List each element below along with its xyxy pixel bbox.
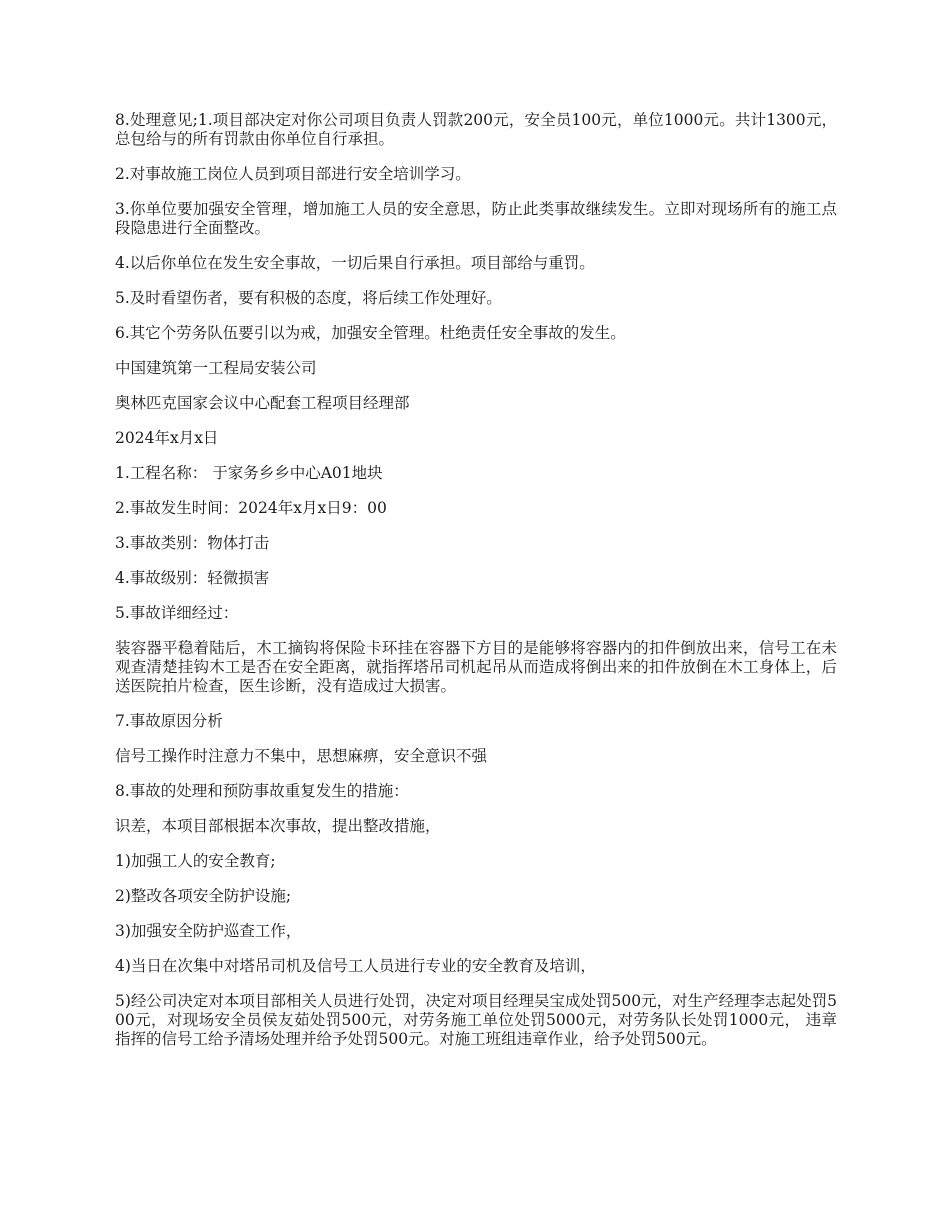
paragraph-accident-level: 4.事故级别：轻微损害 [115, 569, 270, 587]
paragraph-date: 2024年x月x日 [115, 429, 219, 447]
paragraph-measure-3: 3)加强安全防护巡查工作， [115, 922, 302, 940]
paragraph-accident-type: 3.事故类别：物体打击 [115, 534, 270, 552]
paragraph-measure-5: 5)经公司决定对本项目部相关人员进行处罚，决定对项目经理吴宝成处罚500元，对生产经理李志起处罚500元，对现场安全员侯友茹处罚500元，对劳务施工单位处罚5000元，对劳务队长处罚1000元， 违章指挥的信号工给予清场处理并给予处罚500元。对施工班组违章作业，给予处罚500元。 [115, 992, 837, 1048]
paragraph-strengthen-management: 3.你单位要加强安全管理，增加施工人员的安全意思，防止此类事故继续发生。立即对现场所有的施工点段隐患进行全面整改。 [115, 200, 837, 237]
paragraph-measures-intro: 识差，本项目部根据本次事故，提出整改措施， [115, 817, 441, 835]
paragraph-measure-4: 4)当日在次集中对塔吊司机及信号工人员进行专业的安全教育及培训， [115, 957, 596, 975]
paragraph-cause: 信号工操作时注意力不集中，思想麻痹，安全意识不强 [115, 747, 488, 765]
paragraph-measures-heading: 8.事故的处理和预防事故重复发生的措施： [115, 782, 409, 800]
paragraph-handling-opinion: 8.处理意见;1.项目部决定对你公司项目负责人罚款200元，安全员100元，单位1000元。共计1300元，总包给与的所有罚款由你单位自行承担。 [115, 111, 837, 148]
paragraph-cause-heading: 7.事故原因分析 [115, 712, 223, 730]
paragraph-accident-detail-heading: 5.事故详细经过： [115, 604, 239, 622]
paragraph-safety-training: 2.对事故施工岗位人员到项目部进行安全培训学习。 [115, 165, 471, 183]
paragraph-visit-injured: 5.及时看望伤者，要有积极的态度，将后续工作处理好。 [115, 289, 502, 307]
paragraph-accident-detail: 装容器平稳着陆后，木工摘钩将保险卡环挂在容器下方目的是能够将容器内的扣件倒放出来，信号工在未观查清楚挂钩木工是否在安全距离，就指挥塔吊司机起吊从而造成将倒出来的扣件放倒在木工身体上，后送医院拍片检查，医生诊断，没有造成过大损害。 [115, 639, 837, 695]
paragraph-project-name: 1.工程名称： 于家务乡乡中心A01地块 [115, 464, 383, 482]
paragraph-company-name: 中国建筑第一工程局安装公司 [115, 359, 317, 377]
paragraph-measure-2: 2)整改各项安全防护设施; [115, 887, 292, 905]
paragraph-other-teams: 6.其它个劳务队伍要引以为戒，加强安全管理。杜绝责任安全事故的发生。 [115, 324, 626, 342]
paragraph-project-department: 奥林匹克国家会议中心配套工程项目经理部 [115, 394, 410, 412]
paragraph-accident-time: 2.事故发生时间：2024年x月x日9：00 [115, 499, 387, 517]
paragraph-consequences: 4.以后你单位在发生安全事故，一切后果自行承担。项目部给与重罚。 [115, 254, 595, 272]
document-body [115, 111, 837, 1065]
paragraph-measure-1: 1)加强工人的安全教育; [115, 852, 276, 870]
